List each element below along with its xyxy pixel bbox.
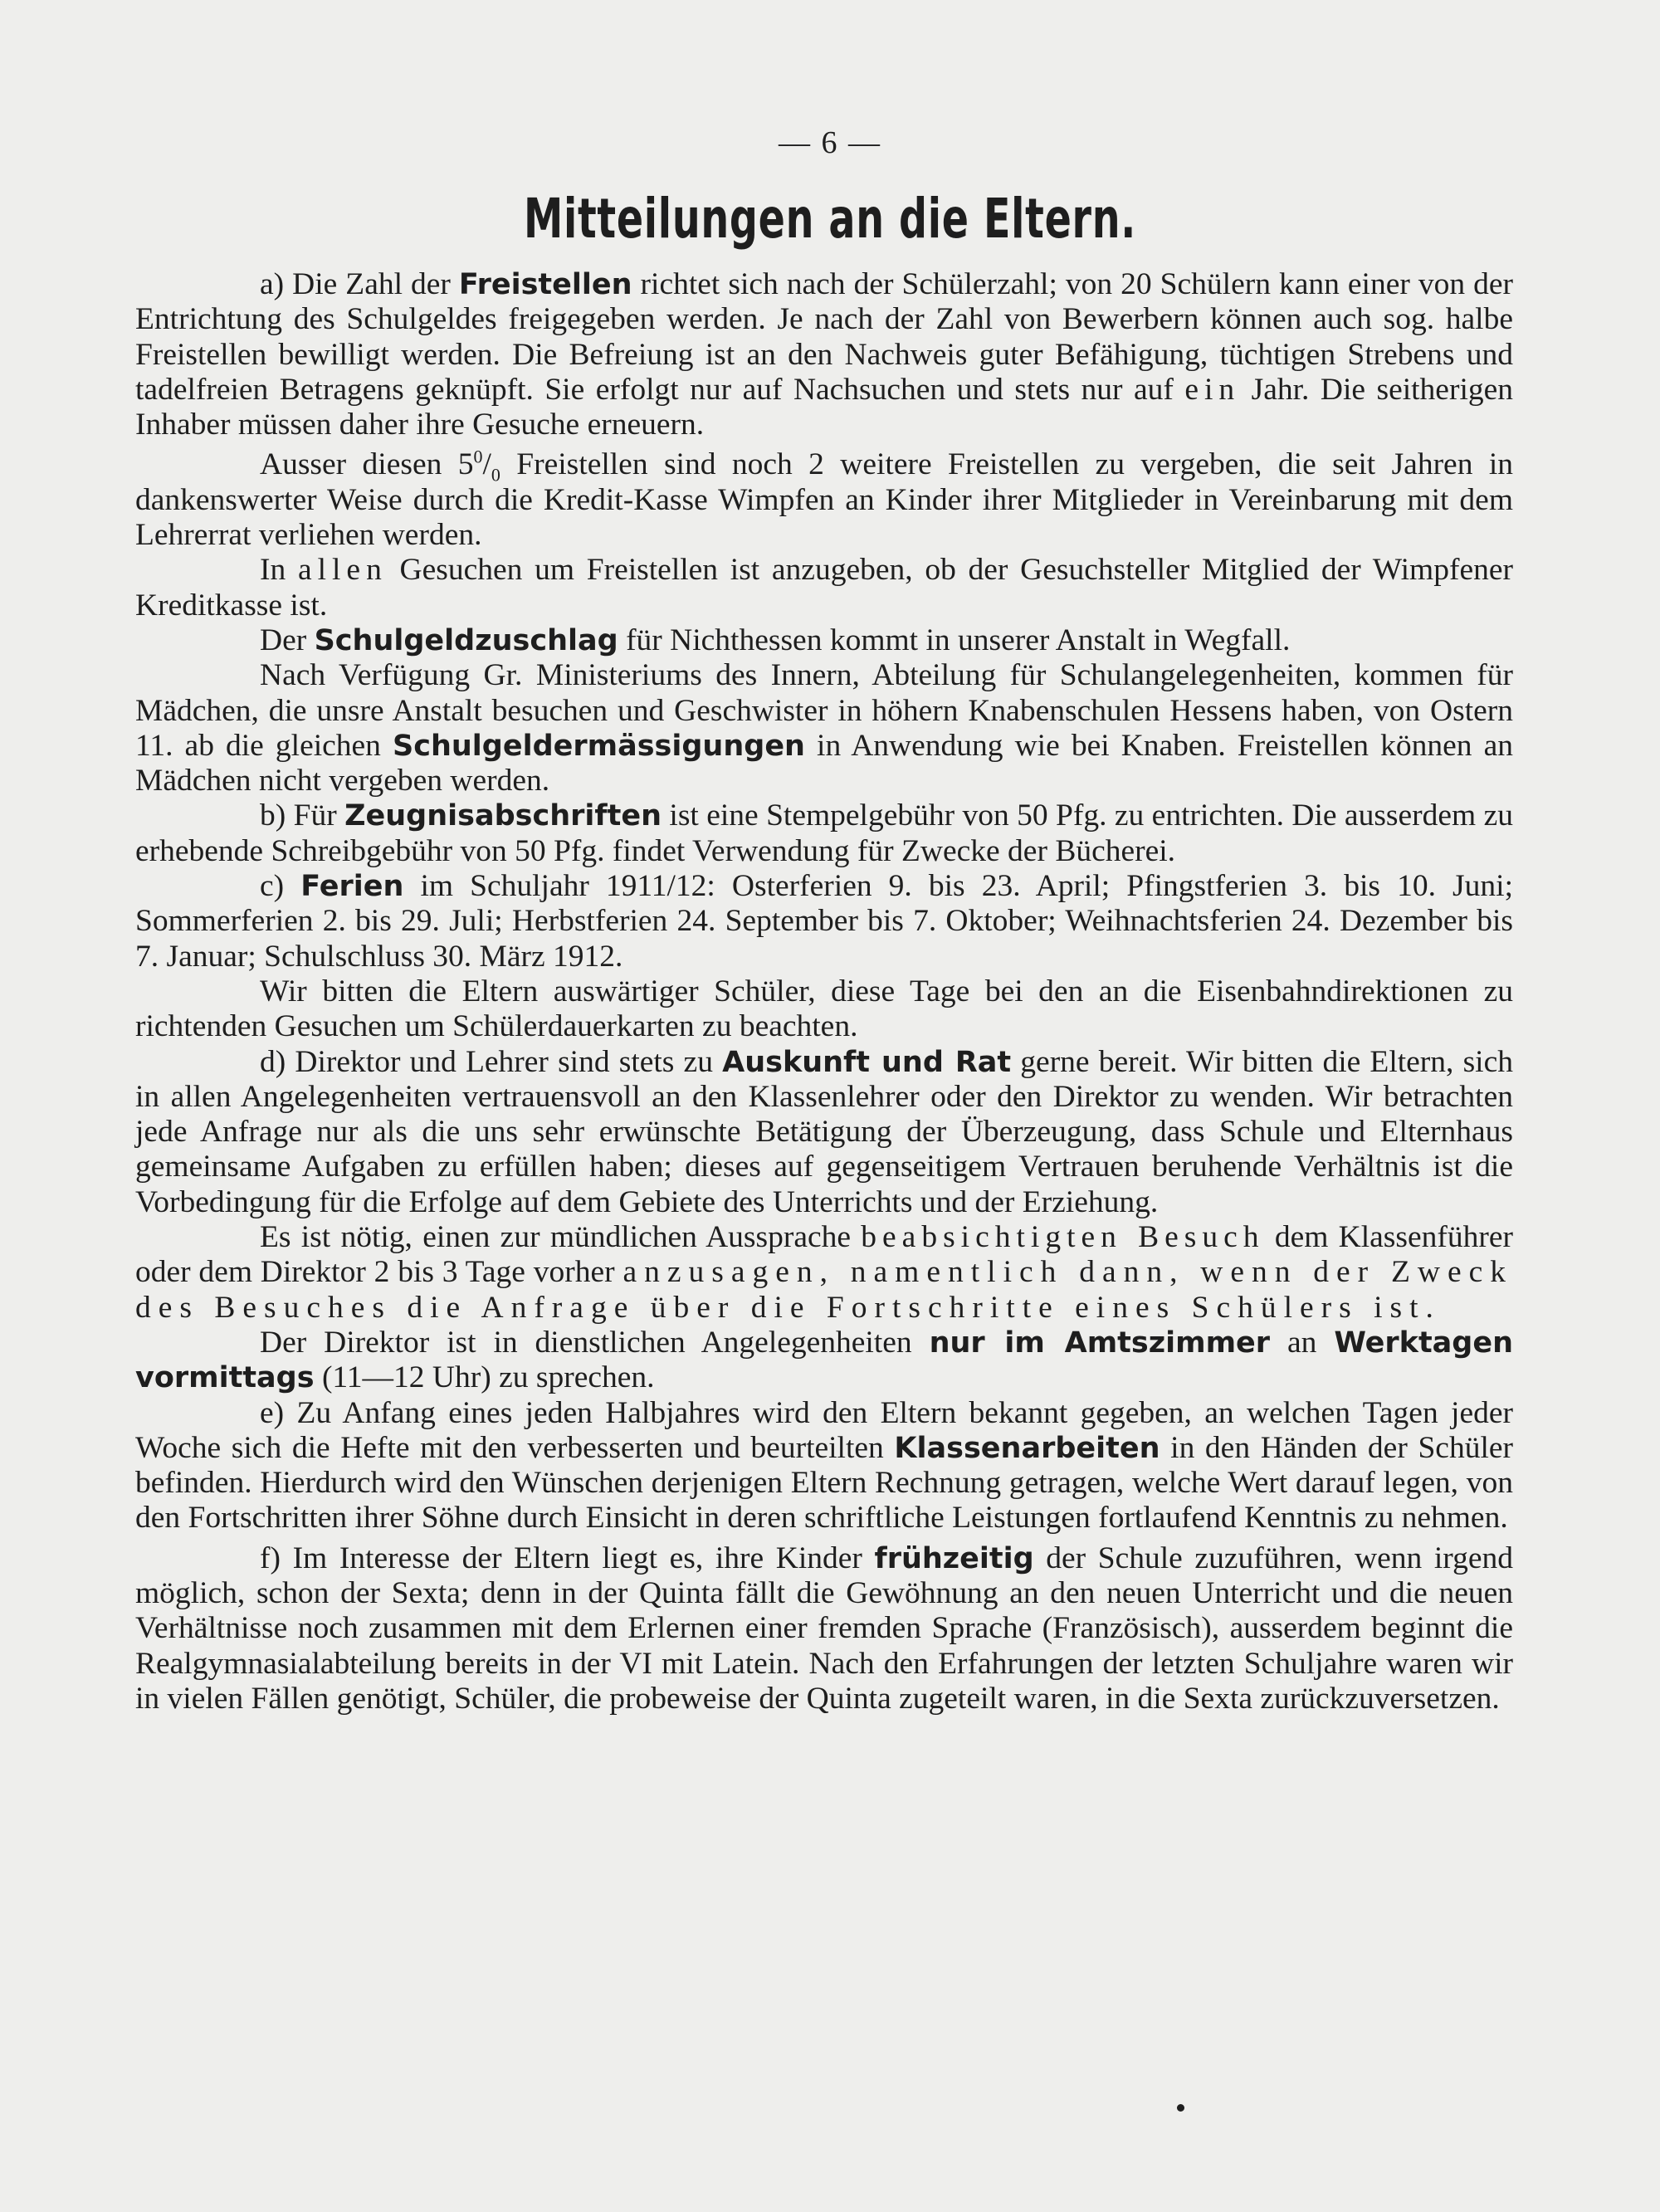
spaced-text: ein bbox=[1184, 372, 1241, 407]
text: Wir bitten die Eltern auswärtiger Schüler, diese Tage bei den an die Eisenbahndirektionen zu richtenden Gesuchen um Schülerdauerkarten zu beachten. bbox=[135, 974, 1513, 1044]
bold-term-werktagen: Werktagen vormittags bbox=[135, 1326, 1514, 1395]
text: der Schule zuzuführen, wenn irgend möglich, schon der Sexta; denn in der Quinta fällt die Gewöhnung an den neuen Unterricht und die neuen Verhältnisse noch zusammen mit dem Erlernen einer fremden Sprache (Französisch), ausserdem beginnt die Realgymnasialabteilung bereits in der VI mit Latein. Nach den Erfahrungen der letzten Schuljahre waren wir in vielen Fällen genötigt, Schüler, die probeweise der Quinta zugeteilt waren, in die Sexta zurückzuversetzen. bbox=[135, 1541, 1513, 1716]
paragraph-c-schuelerdauerkarten bbox=[135, 974, 1513, 1045]
text: c) bbox=[260, 869, 301, 904]
paragraph-a-schulgeldzuschlag bbox=[135, 623, 1513, 658]
text: e) Zu Anfang eines jeden Halbjahres wird den Eltern bekannt gegeben, an welchen Tagen jeder Woche sich die Hefte mit den verbesserten und beurteilten bbox=[135, 1395, 1513, 1465]
text: für Nichthessen kommt in unserer Anstalt in Wegfall. bbox=[618, 623, 1291, 657]
paragraph-a-verfuegung bbox=[135, 658, 1513, 798]
text: Freistellen sind noch 2 weitere Freistellen zu vergeben, die seit Jahren in dankenswerter Weise durch die Kredit-Kasse Wimpfen an Kinder ihrer Mitglieder in Vereinbarung mit dem Lehrerrat verliehen werden. bbox=[135, 447, 1513, 553]
spaced-text: allen bbox=[297, 553, 388, 588]
spaced-text: beabsichtigten Besuch bbox=[861, 1220, 1265, 1255]
percent-sub: 0 bbox=[491, 464, 500, 486]
paragraph-b-zeugnisabschriften bbox=[135, 798, 1513, 869]
text: in Anwendung wie bei Knaben. Freistellen können an Mädchen nicht vergeben werden. bbox=[135, 728, 1513, 798]
text: In bbox=[260, 553, 298, 588]
text: im Schuljahr 1911/12: Osterferien 9. bis 23. April; Pfingstferien 3. bis 10. Juni; Sommerferien 2. bis 29. Juli; Herbstferien 24. September bis 7. Oktober; Weihnachtsferien 24. Dezember bis 7. Januar; Schulschluss 30. März 1912. bbox=[135, 869, 1513, 974]
ink-dot bbox=[1177, 2104, 1184, 2112]
text: gerne bereit. Wir bitten die Eltern, sich in allen Angelegenheiten vertrauensvoll an den Klassenlehrer oder den Direktor zu wenden. Wir betrachten jede Anfrage nur als die uns sehr erwünschte Betätigung der Überzeugung, dass Schule und Elternhaus gemeinsame Aufgaben zu erfüllen haben; dieses auf gegenseitigem Vertrauen beruhende Verhältnis ist die Vorbedingung für die Erfolge auf dem Gebiete des Unterrichts und der Erziehung. bbox=[135, 1044, 1513, 1219]
text: Nach Verfügung Gr. Ministeriums des Innern, Abteilung für Schulangelegenheiten, kommen für Mädchen, die unsre Anstalt besuchen und Geschwister in höhern Knabenschulen Hessens haben, von Ostern 11. ab die gleichen bbox=[135, 658, 1513, 763]
paragraph-e-klassenarbeiten bbox=[135, 1396, 1513, 1536]
text: (11—12 Uhr) zu sprechen. bbox=[314, 1360, 655, 1395]
bold-term-ferien: Ferien bbox=[300, 870, 404, 904]
text: Es ist nötig, einen zur mündlichen Aussprache bbox=[260, 1220, 862, 1255]
bold-term-amtszimmer: nur im Amtszimmer bbox=[929, 1326, 1271, 1360]
page-title: Mitteilungen an die Eltern. bbox=[523, 187, 1137, 251]
text: Jahr. Die seitherigen Inhaber müssen daher ihre Gesuche erneuern. bbox=[135, 372, 1514, 442]
text: b) Für bbox=[260, 798, 345, 833]
paragraph-c-ferien bbox=[135, 869, 1513, 974]
text: in den Händen der Schüler befinden. Hierdurch wird den Wünschen derjenigen Eltern Rechnung getragen, welche Wert darauf legen, von den Fortschritten ihrer Söhne durch Einsicht in deren schriftliche Leistungen fortlaufend Kenntnis zu nehmen. bbox=[135, 1430, 1513, 1536]
paragraph-a-freistellen bbox=[135, 267, 1513, 442]
text: richtet sich nach der Schülerzahl; von 20 Schülern kann einer von der Entrichtung des Schulgeldes freigegeben werden. Je nach der Zahl von Bewerbern können auch sog. halbe Freistellen bewilligt werden. Die Befreiung ist an den Nachweis guter Befähigung, tüchtigen Strebens und tadelfreien Betragens geknüpft. Sie erfolgt nur auf Nachsuchen und stets nur auf bbox=[135, 267, 1513, 407]
document-body bbox=[135, 267, 1513, 1716]
paragraph-a-extra-freistellen bbox=[135, 447, 1513, 553]
paragraph-d-amtszimmer bbox=[135, 1326, 1513, 1396]
percent-sep: / bbox=[482, 447, 491, 482]
page-number: — 6 — bbox=[779, 125, 881, 160]
text: a) Die Zahl der bbox=[260, 267, 459, 301]
percent-sup: 0 bbox=[473, 446, 483, 467]
bold-term-freistellen: Freistellen bbox=[458, 268, 632, 301]
text: Gesuchen um Freistellen ist anzugeben, ob der Gesuchsteller Mitglied der Wimpfener Kreditkasse ist. bbox=[135, 553, 1513, 623]
text: f) Im Interesse der Eltern liegt es, ihre Kinder bbox=[260, 1541, 875, 1575]
text: dem Klassenführer oder dem Direktor 2 bis 3 Tage vorher bbox=[135, 1220, 1513, 1290]
text: Der Direktor ist in dienstlichen Angelegenheiten bbox=[260, 1325, 930, 1360]
paragraph-d-besuch bbox=[135, 1220, 1513, 1326]
paragraph-a-gesuche bbox=[135, 553, 1513, 623]
bold-term-klassenarbeiten: Klassenarbeiten bbox=[894, 1431, 1160, 1465]
bold-term-auskunft-und-rat: Auskunft und Rat bbox=[722, 1045, 1012, 1079]
paragraph-d-auskunft bbox=[135, 1045, 1513, 1220]
spaced-text: anzusagen, namentlich dann, wenn der Zweck des Besuches die Anfrage über die Fortschritte eines Schülers ist. bbox=[135, 1255, 1514, 1325]
bold-term-schulgeldermaessigungen: Schulgeldermässigungen bbox=[393, 729, 805, 763]
bold-term-schulgeldzuschlag: Schulgeldzuschlag bbox=[314, 623, 618, 657]
bold-term-zeugnisabschriften: Zeugnisabschriften bbox=[344, 799, 662, 833]
text: an bbox=[1270, 1325, 1335, 1360]
text: ist eine Stempelgebühr von 50 Pfg. zu entrichten. Die ausserdem zu erhebende Schreibgebühr von 50 Pfg. findet Verwendung für Zwecke der Bücherei. bbox=[135, 798, 1513, 868]
text: Der bbox=[260, 623, 315, 657]
text: Ausser diesen 5 bbox=[260, 447, 474, 482]
paragraph-f-fruehzeitig bbox=[135, 1541, 1513, 1716]
bold-term-fruehzeitig: frühzeitig bbox=[874, 1541, 1034, 1575]
text: d) Direktor und Lehrer sind stets zu bbox=[260, 1044, 723, 1079]
